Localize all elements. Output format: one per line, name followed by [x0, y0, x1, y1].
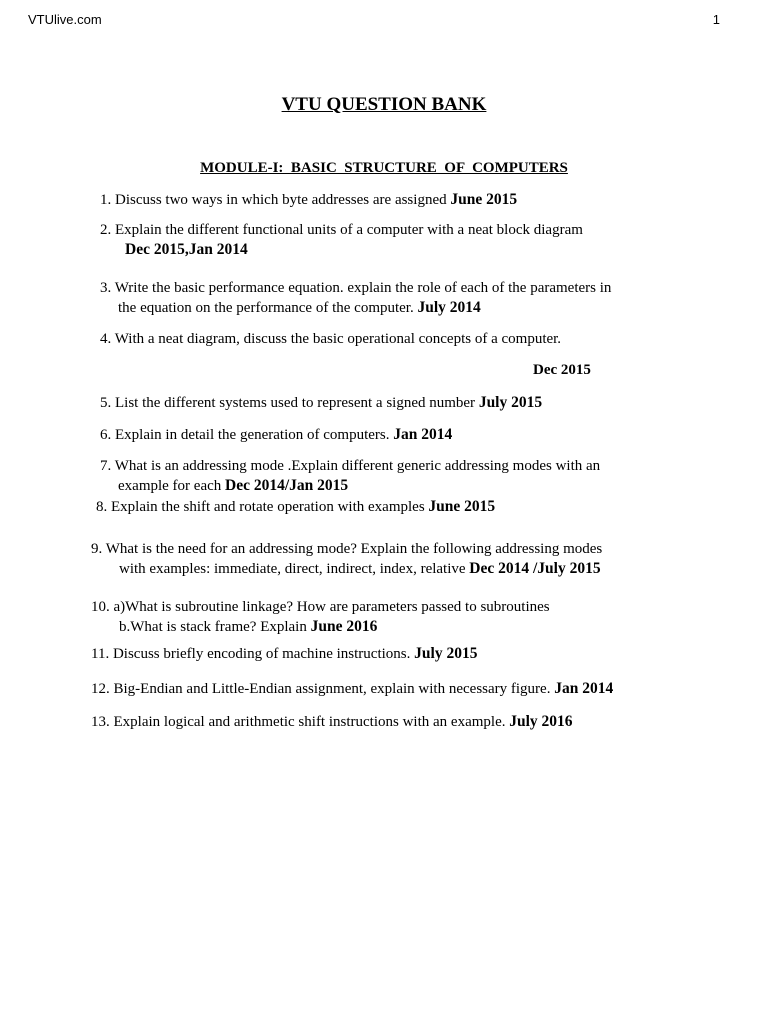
question-text: 11. Discuss briefly encoding of machine instructions.: [91, 646, 415, 662]
question-text: 2. Explain the different functional units of a computer with a neat block diagram: [100, 222, 583, 238]
question-item: [91, 644, 477, 664]
question-item: [91, 679, 613, 699]
question-text: with examples: immediate, direct, indirect, index, relative: [119, 561, 470, 577]
question-text: 6. Explain in detail the generation of computers.: [100, 427, 394, 443]
header-page-number: 1: [712, 12, 720, 27]
question-text: 13. Explain logical and arithmetic shift instructions with an example.: [91, 714, 510, 730]
question-item: [100, 457, 600, 496]
question-date: July 2015: [478, 394, 543, 411]
question-text: 4. With a neat diagram, discuss the basic operational concepts of a computer.: [100, 331, 562, 347]
question-text: 5. List the different systems used to represent a signed number: [100, 395, 479, 411]
question-date: Jan 2014: [393, 426, 453, 443]
question-item: [100, 393, 542, 413]
question-date: June 2015: [428, 498, 496, 515]
question-text: 12. Big-Endian and Little-Endian assignment, explain with necessary figure.: [91, 681, 555, 697]
question-item: [100, 190, 517, 210]
question-item: [100, 425, 452, 445]
question-text: b.What is stack frame? Explain: [119, 619, 311, 635]
page-title: VTU QUESTION BANK: [281, 94, 487, 115]
module-title: MODULE-I: BASIC STRUCTURE OF COMPUTERS: [200, 160, 568, 176]
question-date: June 2015: [450, 191, 518, 208]
question-text: 8. Explain the shift and rotate operation with examples: [96, 499, 429, 515]
question-item: [100, 330, 561, 349]
question-text: 9. What is the need for an addressing mode? Explain the following addressing modes: [91, 541, 603, 557]
question-text: 10. a)What is subroutine linkage? How are parameters passed to subroutines: [91, 599, 550, 615]
question-date: Jan 2014: [554, 680, 614, 697]
question-item: [91, 598, 550, 637]
question-date: Dec 2015,Jan 2014: [125, 241, 248, 258]
question-item: [91, 712, 573, 732]
question-text: the equation on the performance of the computer.: [118, 300, 418, 316]
question-date: July 2014: [417, 299, 481, 316]
question-date: July 2015: [414, 645, 478, 662]
question-text: 1. Discuss two ways in which byte addresses are assigned: [100, 192, 451, 208]
question-item: [91, 540, 602, 579]
question-date: July 2016: [509, 713, 573, 730]
question-date: June 2016: [310, 618, 378, 635]
question-item: [96, 497, 495, 517]
question-date: Dec 2014/Jan 2015: [225, 477, 349, 494]
question-text: 7. What is an addressing mode .Explain different generic addressing modes with an: [100, 458, 601, 474]
question-text: example for each: [118, 478, 226, 494]
question-date: Dec 2014 /July 2015: [469, 560, 601, 577]
question-text: 3. Write the basic performance equation. explain the role of each of the parameters in: [100, 280, 612, 296]
question-item: [100, 221, 583, 259]
header-site: VTUlive.com: [28, 12, 102, 27]
question-date: Dec 2015: [533, 362, 591, 378]
question-item: [100, 279, 611, 318]
